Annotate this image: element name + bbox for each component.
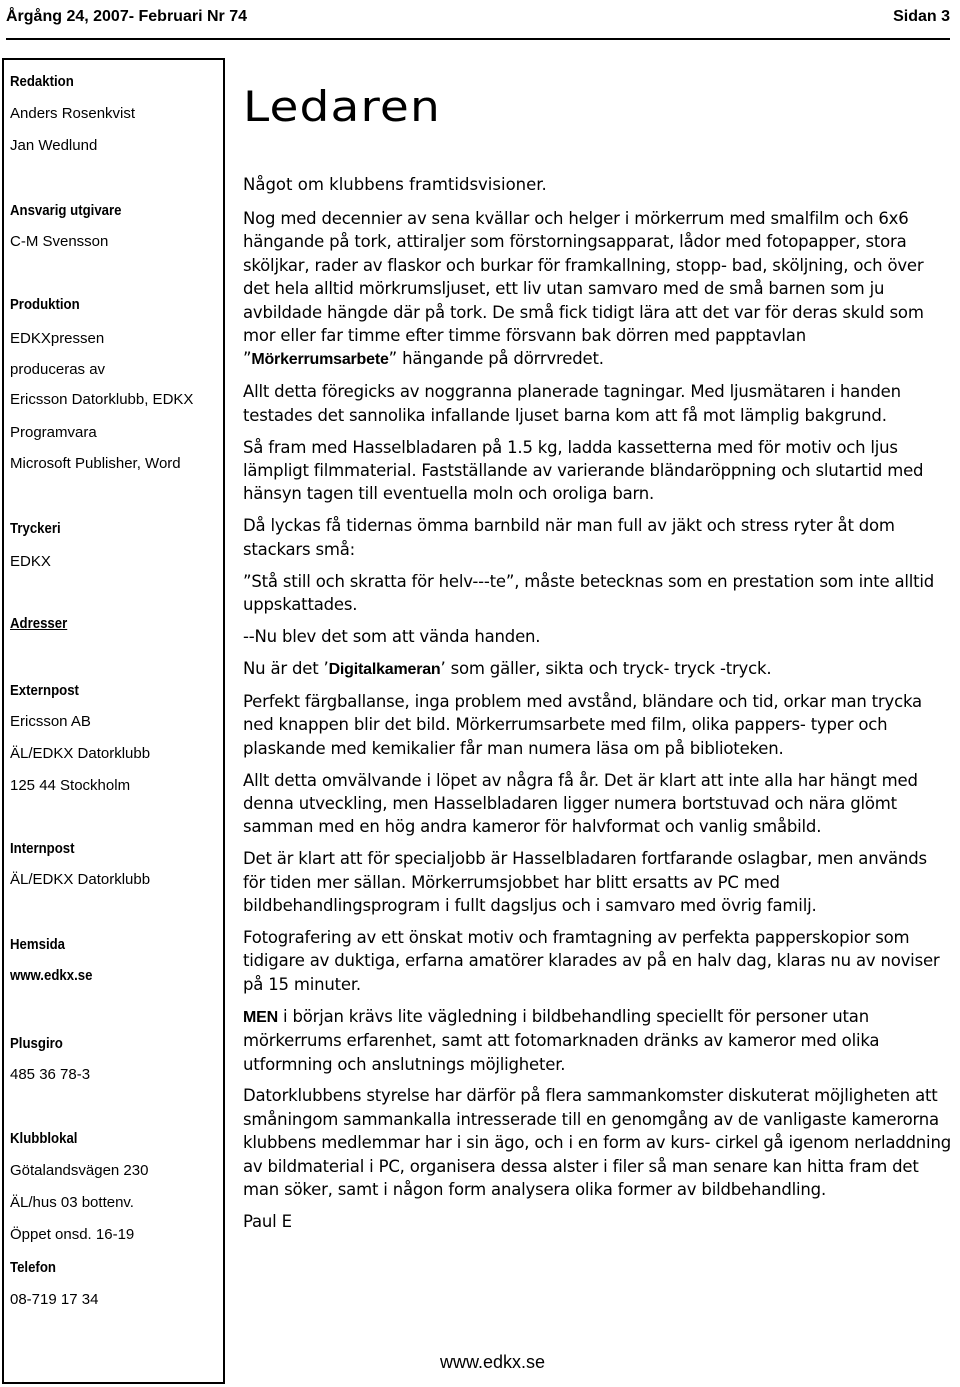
paragraph: Perfekt färgballanse, inga problem med avstånd, bländare och tid, orkar man trycka ned knappen blir det bild. Mörkerrumsarbete med film, olika pappers- typer och plaskande med kemikalier får man numera läsa om på biblioteken. [243, 691, 922, 758]
produktion-heading: Produktion [10, 296, 80, 313]
telefon-number: 08-719 17 34 [10, 1291, 99, 1308]
externpost-line: Ericsson AB [10, 713, 91, 730]
hemsida-link[interactable]: www.edkx.se [10, 967, 93, 984]
tryckeri-heading: Tryckeri [10, 520, 61, 537]
paragraph: Då lyckas få tidernas ömma barnbild när man full av jäkt och stress ryter åt dom stackars små: [243, 516, 895, 559]
paragraph: MEN i början krävs lite vägledning i bildbehandling speciellt för personer utan mörkerrums erfarenhet, samt att fotomarknaden dränks av kameror med olika utformning och anslutnings möjligheter. [243, 1006, 880, 1074]
produktion-name: EDKXpressen [10, 330, 105, 347]
emphasis: Digitalkameran [328, 660, 441, 678]
signature: Paul E [243, 1211, 292, 1231]
klubblokal-line: ÄL/hus 03 bottenv. [10, 1194, 134, 1211]
programvara-heading: Programvara [10, 424, 97, 441]
klubblokal-heading: Klubblokal [10, 1130, 78, 1147]
emphasis: Mörkerrumsarbete [251, 351, 389, 369]
redaktion-heading: Redaktion [10, 73, 74, 90]
klubblokal-line: Götalandsvägen 230 [10, 1162, 149, 1179]
paragraph: Så fram med Hasselbladaren på 1.5 kg, ladda kassetterna med för motiv och ljus lämpligt filmmaterial. Fastställande av varierande bländaröppning och slutartid med hänsyn tagen till eventuella moln och oroliga barn. [243, 437, 924, 504]
klubblokal-line: Öppet onsd. 16-19 [10, 1226, 135, 1243]
page-number: Sidan 3 [893, 8, 950, 25]
paragraph: Nog med decennier av sena kvällar och helger i mörkerrum med smalfilm och 6x6 hängande på tork, attiraljer som förstorningsapparat, lådor med fotopapper, stora sköljkar, rader av flaskor och burkar för framkallning, stopp- bad, sköljning, och över det hela alltid mörkrumsljuset, ett liv utan samvaro med de små barnen som ju avbildade hängde där på tork. De små fick tidigt lära att det var för deras skuld som mor eller far timme efter timme försvann bak dörren med papptavlan ”Mörkerrumsarbete” hängande på dörrvredet. [243, 209, 924, 369]
internpost-line: ÄL/EDKX Datorklubb [10, 871, 151, 888]
internpost-heading: Internpost [10, 840, 75, 857]
paragraph: Datorklubbens styrelse har därför på flera sammankomster diskuterat möjligheten att småningom sammankalla intresserade till en genomgång av de vanligaste kamerorna klubbens medlemmar har i sin ägo, och i en form av kurs- cirkel gå igenom nerladdning av bildmaterial i PC, organisera dessa alster i filer så man senare kan hitta fram det man söker, samt i någon form analysera olika former av bildbehandling. [243, 1086, 951, 1200]
article-body [243, 207, 953, 1242]
page-footer [0, 1352, 960, 1373]
emphasis: MEN [243, 1008, 278, 1026]
produceras-av: produceras av [10, 361, 106, 378]
hemsida-heading: Hemsida [10, 936, 66, 953]
tryckeri: EDKX [10, 553, 51, 570]
redaktion-name: Anders Rosenkvist [10, 105, 136, 122]
paragraph: Nu är det ’Digitalkameran’ som gäller, sikta och tryck- tryck -tryck. [243, 658, 772, 678]
externpost-heading: Externpost [10, 682, 79, 699]
plusgiro-number: 485 36 78-3 [10, 1066, 91, 1083]
utgivare-name: C-M Svensson [10, 233, 109, 250]
page-header [6, 0, 950, 40]
article-subtitle: Något om klubbens framtidsvisioner. [243, 175, 547, 194]
paragraph: Allt detta omvälvande i löpet av några få år. Det är klart att inte alla har hängt med denna utveckling, men Hasselbladaren ligger numera bortstuvad och nära glömt samman med en hög andra kameror för halvformat och vanlig småbild. [243, 770, 918, 837]
producent: Ericsson Datorklubb, EDKX [10, 391, 194, 408]
article-title: Ledaren [243, 82, 441, 131]
externpost-line: ÄL/EDKX Datorklubb [10, 745, 151, 762]
paragraph: ”Stå still och skratta för helv---te”, måste betecknas som en prestation som inte alltid uppskattades. [243, 571, 935, 615]
telefon-heading: Telefon [10, 1259, 56, 1276]
programvara: Microsoft Publisher, Word [10, 455, 181, 472]
redaktion-name: Jan Wedlund [10, 137, 98, 154]
adresser-heading: Adresser [10, 615, 68, 632]
externpost-line: 125 44 Stockholm [10, 777, 131, 794]
paragraph: Allt detta föregicks av noggranna planerade tagningar. Med ljusmätaren i handen testades det sannolika infallande ljuset barna kom att få mot lämplig bakgrund. [243, 382, 901, 425]
paragraph: Det är klart att för specialjobb är Hasselbladaren fortfarande oslagbar, men används för tiden mer sällan. Mörkerrumsjobbet har blitt ersatts av PC med bildbehandlingsprogram i fullt dagsljus och i samvaro med övrig familj. [243, 849, 927, 916]
issue-info: Årgång 24, 2007- Februari Nr 74 [6, 8, 247, 25]
paragraph: Fotografering av ett önskat motiv och framtagning av perfekta papperskopior som tidigare av duktiga, erfarna amatörer klarades av på en halv dag, klaras nu av noviser på 15 minuter. [243, 927, 940, 994]
footer-url[interactable]: www.edkx.se [439, 1352, 546, 1372]
plusgiro-heading: Plusgiro [10, 1035, 63, 1052]
utgivare-heading: Ansvarig utgivare [10, 202, 122, 219]
paragraph: --Nu blev det som att vända handen. [243, 627, 541, 646]
masthead-sidebar [2, 58, 225, 1384]
